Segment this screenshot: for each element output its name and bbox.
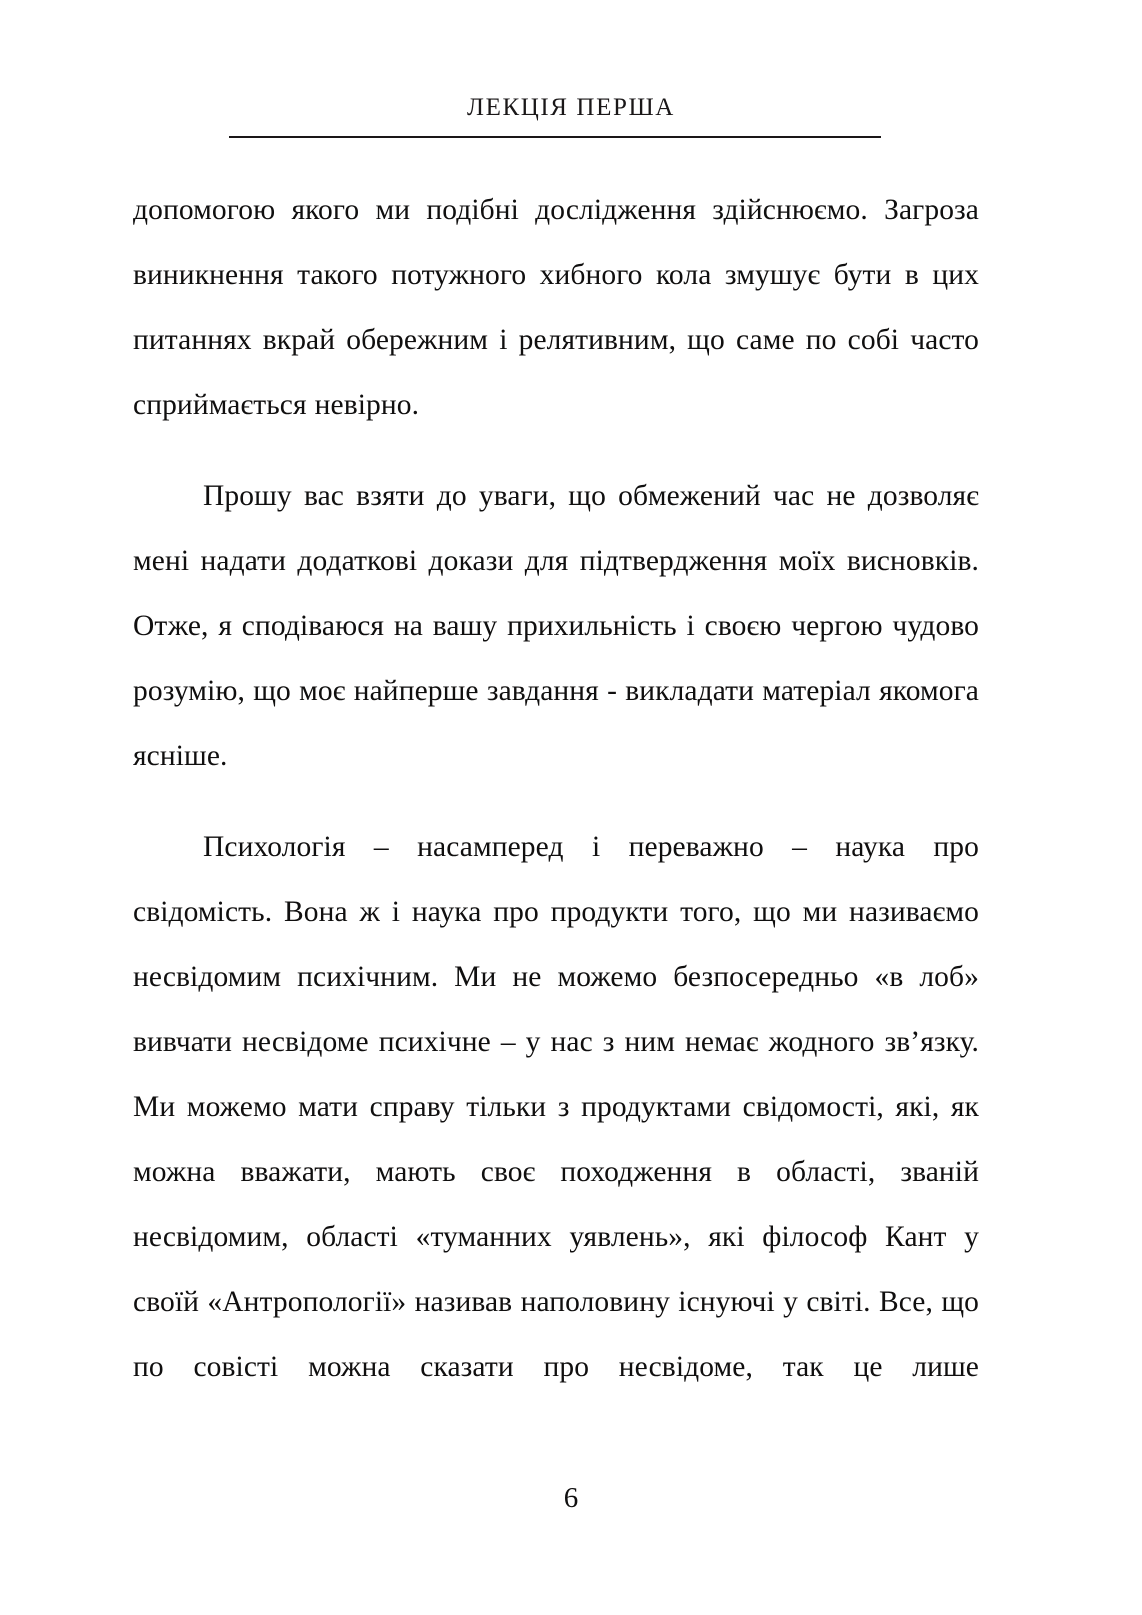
paragraph: Прошу вас взяти до уваги, що обмежений час не дозволяє мені надати додаткові докази для підтвердження моїх висновків. Отже, я сподіваюся на вашу прихильність і своєю чергою чудово розумію, що моє найперше завдання - викладати матеріал якомога ясніше. — [133, 480, 979, 772]
running-header-title: ЛЕКЦІЯ ПЕРША — [467, 94, 675, 121]
page-number: 6 — [563, 1482, 579, 1514]
body-text-column — [133, 178, 979, 1465]
paragraph: Психологія – насамперед і переважно – наука про свідомість. Вона ж і наука про продукти того, що ми називаємо несвідомим психічним. Ми не можемо безпосередньо «в лоб» вивчати несвідоме психічне – у нас з ним немає жодного зв’язку. Ми можемо мати справу тільки з продуктами свідомості, які, як можна вважати, мають своє походження в області, званій несвідомим, області «туманних уявлень», які філософ Кант у своїй «Антропології» називав наполовину існуючі у світі. Все, що по совісті можна сказати про несвідоме, так це лише — [133, 831, 979, 1383]
header-divider-rule — [229, 136, 881, 138]
paragraph: допомогою якого ми подібні дослідження здійснюємо. Загроза виникнення такого потужного хибного кола змушує бути в цих питаннях вкрай обережним і релятивним, що саме по собі часто сприймається невірно. — [133, 194, 979, 421]
